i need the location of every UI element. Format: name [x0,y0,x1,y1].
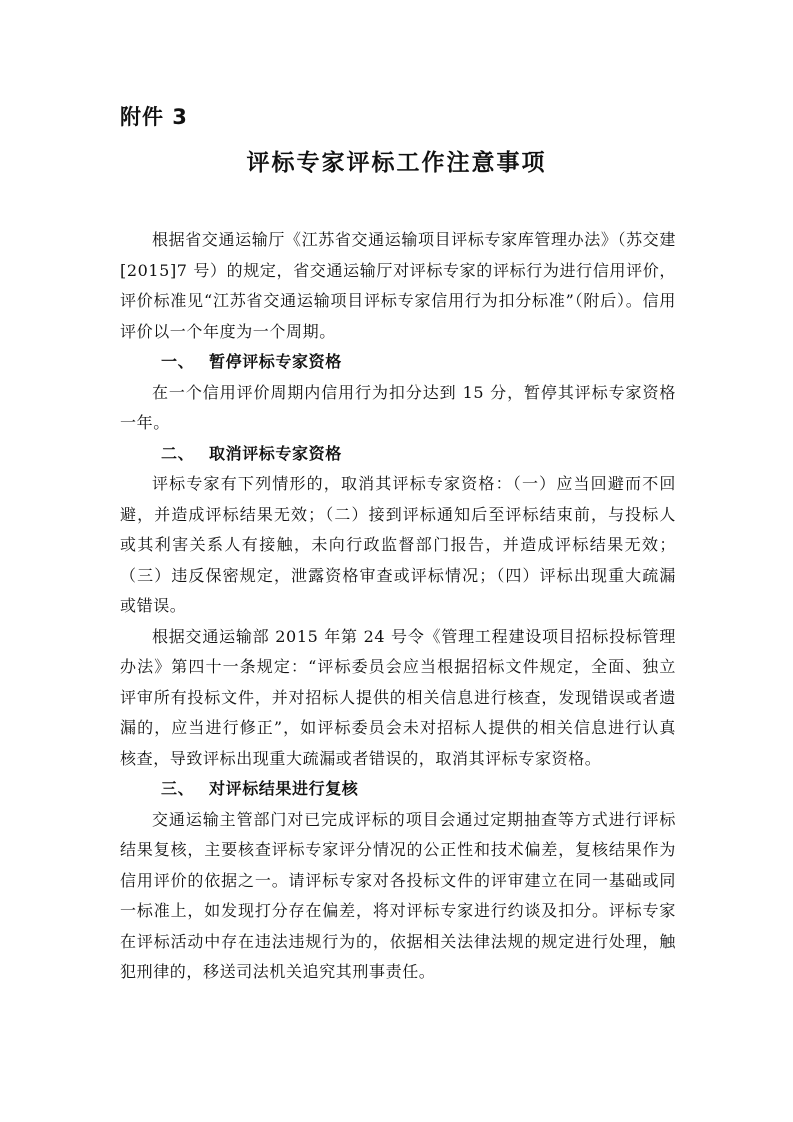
document-title: 评标专家评标工作注意事项 [246,150,547,176]
section-heading-text: 暂停评标专家资格 [209,352,342,371]
section-heading-2 [120,439,676,470]
section-heading-1 [120,347,676,378]
section-heading-text: 对评标结果进行复核 [209,779,359,798]
section-number: 三、 [161,779,195,798]
document-body [120,225,676,988]
section-3-paragraph: 交通运输主管部门对已完成评标的项目会通过定期抽查等方式进行评标结果复核，主要核查评标专家评分情况的公正性和技术偏差，复核结果作为信用评价的依据之一。请评标专家对各投标文件的评审建立在同一基础或同一标准上，如发现打分存在偏差，将对评标专家进行约谈及扣分。评标专家在评标活动中存在违法违规行为的，依据相关法律法规的规定进行处理，触犯刑律的，移送司法机关追究其刑事责任。 [120,809,676,981]
section-heading-3 [120,774,676,805]
section-number: 二、 [161,443,195,463]
section-2-paragraph-1: 评标专家有下列情形的，取消其评标专家资格：（一）应当回避而不回避，并造成评标结果无效；（二）接到评标通知后至评标结束前，与投标人或其利害关系人有接触，未向行政监督部门报告，并造成评标结果无效；（三）违反保密规定，泄露资格审查或评标情况；（四）评标出现重大疏漏或错误。 [120,474,676,615]
section-number: 一、 [161,352,195,371]
section-heading-text: 取消评标专家资格 [209,443,342,463]
intro-paragraph: 根据省交通运输厅《江苏省交通运输项目评标专家库管理办法》（苏交建[2015]7 号）的规定，省交通运输厅对评标专家的评标行为进行信用评价，评价标准见“江苏省交通运输项目评标专家信用行为扣分标准”（附后）。信用评价以一个年度为一个周期。 [120,230,676,341]
section-1-paragraph: 在一个信用评价周期内信用行为扣分达到 15 分，暂停其评标专家资格一年。 [120,382,676,432]
section-2-paragraph-2: 根据交通运输部 2015 年第 24 号令《管理工程建设项目招标投标管理办法》第四十一条规定：“评标委员会应当根据招标文件规定，全面、独立评审所有投标文件，并对招标人提供的相关信息进行核查，发现错误或者遗漏的，应当进行修正”，如评标委员会未对招标人提供的相关信息进行认真核查，导致评标出现重大疏漏或者错误的，取消其评标专家资格。 [120,626,676,768]
attachment-label: 附件 3 [120,105,188,129]
